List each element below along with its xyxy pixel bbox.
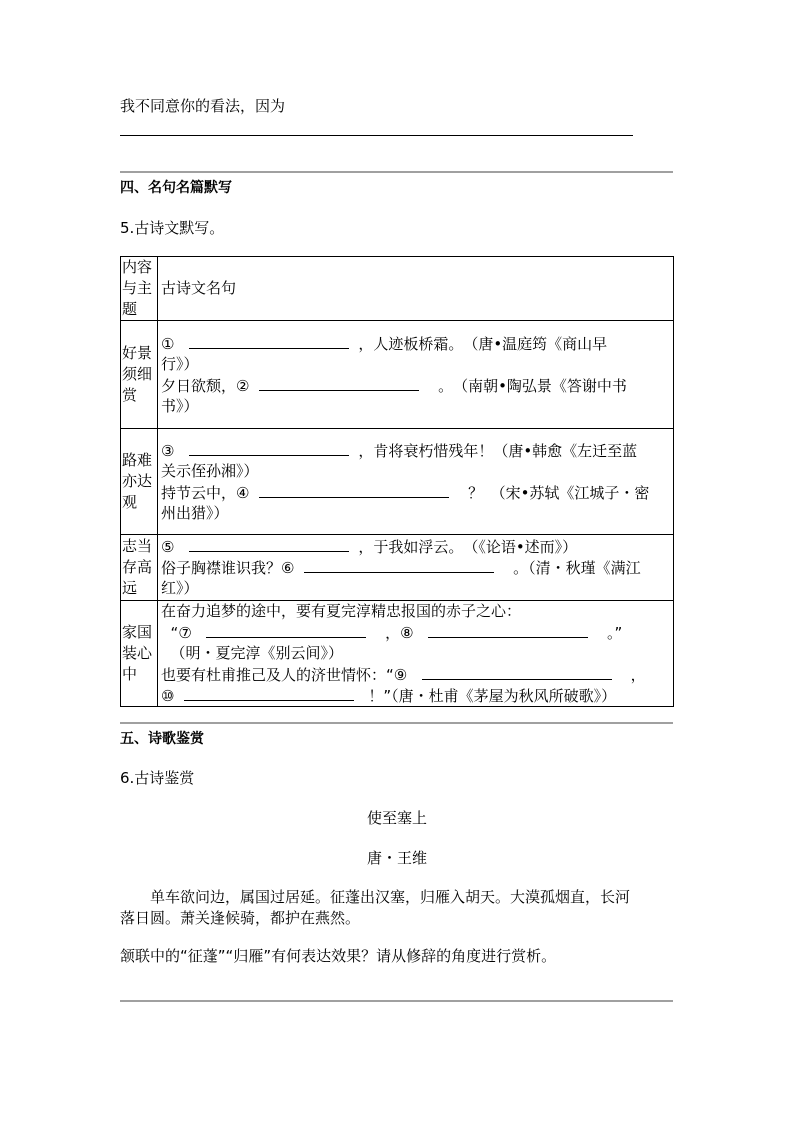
line-text: 。 （南朝•陶弘景《答谢中书 [438, 376, 627, 395]
line-text: 。（清・秋瑾《满江 [513, 559, 641, 577]
fill-blank[interactable] [428, 622, 588, 638]
line-text: 俗子胸襟谁识我？⑥ [161, 559, 295, 577]
line-text: ，于我如浮云。 （《论语•述而》） [358, 538, 578, 556]
table-row [121, 601, 674, 707]
line-text: ，人迹板桥霜。 （唐•温庭筠《商山早 [358, 334, 608, 353]
section-heading: 四、名句名篇默写 [120, 180, 232, 196]
section-heading: 五、诗歌鉴赏 [120, 731, 204, 747]
poem-body: 落日圆。萧关逢候骑，都护在燕然。 [120, 909, 361, 927]
line-text: ？ （宋•苏轼《江城子・密 [468, 483, 650, 502]
section-divider [120, 171, 673, 173]
row-theme: 路难亦达观 [121, 429, 158, 535]
line-text: 持节云中，④ [161, 483, 250, 502]
section-divider [120, 722, 673, 724]
line-text: 夕日欲颓，② [161, 376, 250, 395]
line-text: 红》） [161, 579, 199, 597]
line-text: ，⑧ [385, 624, 414, 642]
line-text: （明・夏完淳《别云间》） [170, 644, 344, 662]
poem-author: 唐・王维 [366, 849, 427, 867]
question-title: 5.古诗文默写。 [120, 219, 225, 237]
fill-blank[interactable] [189, 440, 349, 456]
question-prompt: 颔联中的“征蓬”“归雁”有何表达效果？请从修辞的角度进行赏析。 [120, 947, 557, 965]
answer-prompt: 我不同意你的看法，因为 [120, 97, 286, 115]
table-row [121, 429, 674, 535]
line-text: 也要有杜甫推己及人的济世情怀：“⑨ [161, 666, 408, 684]
blank-number: ③ [161, 441, 175, 460]
line-text: 行》） [161, 354, 199, 373]
row-theme: 好景须细赏 [121, 321, 158, 429]
line-text: 。” [607, 624, 623, 642]
line-text: 关示侄孙湘》） [161, 461, 259, 480]
row-theme: 志当存高远 [121, 535, 158, 601]
line-text: 书》） [161, 396, 199, 415]
line-text: 州出猎》） [161, 503, 229, 522]
fill-blank[interactable] [259, 375, 419, 391]
blank-number: ⑩ [161, 687, 175, 705]
table-row [121, 535, 674, 601]
fill-blank[interactable] [259, 482, 449, 498]
table-header-theme: 内容与主题 [121, 257, 158, 321]
blank-number: ① [161, 334, 175, 353]
fill-blank[interactable] [189, 536, 349, 552]
fill-blank[interactable] [304, 557, 494, 573]
table-row [121, 321, 674, 429]
poem-table [120, 256, 674, 707]
line-text: 在奋力追梦的途中，要有夏完淳精忠报国的赤子之心： [161, 602, 522, 620]
blank-number: ⑤ [161, 538, 175, 556]
row-theme: 家国装心中 [121, 601, 158, 707]
fill-blank[interactable] [206, 622, 366, 638]
line-text: ，肯将衰朽惜残年！（唐•韩愈《左迁至蓝 [358, 441, 638, 460]
table-header-lines: 古诗文名句 [158, 257, 674, 321]
answer-line[interactable] [120, 1000, 673, 1002]
line-text: ， [630, 666, 646, 684]
fill-blank[interactable] [184, 685, 354, 701]
poem-title: 使至塞上 [366, 809, 427, 827]
fill-blank[interactable] [422, 664, 612, 680]
question-title: 6.古诗鉴赏 [120, 769, 195, 787]
line-text: ！”（唐・杜甫《茅屋为秋风所破歌》） [368, 687, 617, 705]
poem-body: 单车欲问边，属国过居延。征蓬出汉塞，归雁入胡天。大漠孤烟直，长河 [150, 888, 631, 906]
line-text: “⑦ [170, 624, 192, 642]
fill-blank[interactable] [189, 333, 349, 349]
answer-line[interactable] [120, 135, 633, 136]
